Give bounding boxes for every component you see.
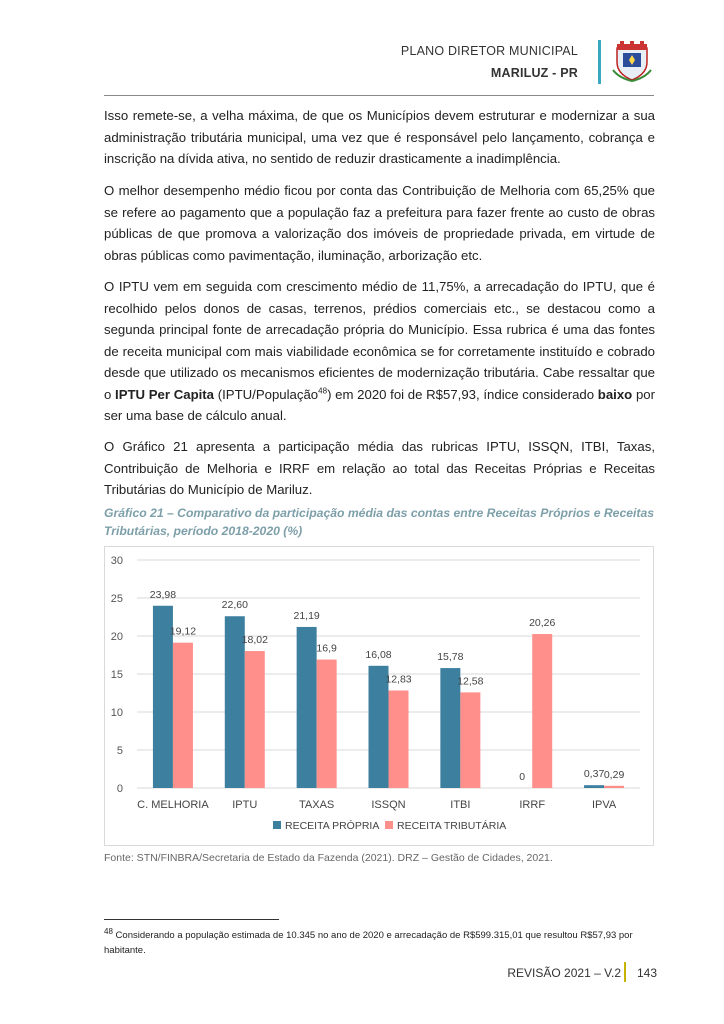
bar-receita-tributaria xyxy=(389,690,409,788)
baixo-emphasis: baixo xyxy=(597,386,633,402)
paragraph-3-text-c: ) em 2020 foi de R$57,93, índice considerado xyxy=(327,386,598,402)
data-label: 0,37 xyxy=(583,768,605,781)
bar-receita-propria xyxy=(584,785,604,788)
revision-label: REVISÃO 2021 – V.2 xyxy=(507,966,621,980)
municipal-coat-of-arms-icon xyxy=(611,40,653,82)
page-number: 143 xyxy=(637,966,658,980)
category-label: ISSQN xyxy=(371,799,406,811)
bar-receita-propria xyxy=(297,627,317,788)
header-accent-bar xyxy=(598,40,601,84)
paragraph-4: O Gráfico 21 apresenta a participação média das rubricas IPTU, ISSQN, ITBI, Taxas, Contribuição de Melhoria e IRRF em relação ao total das Receitas Próprias e Receitas Tributárias do Município de Mariluz. xyxy=(104,439,655,497)
y-tick-label: 15 xyxy=(110,669,123,681)
chart-caption: Gráfico 21 – Comparativo da participação média das contas entre Receitas Próprios e Receitas Tributárias, período 2018-2020 (%) xyxy=(104,506,655,538)
category-label: C. MELHORIA xyxy=(137,799,209,811)
footnote-text: Considerando a população estimada de 10.345 no ano de 2020 e arrecadação de R$599.315,01 que resultou R$57,93 por habitante. xyxy=(104,930,633,956)
iptu-per-capita-label: IPTU Per Capita xyxy=(115,386,215,402)
page-header xyxy=(0,0,724,100)
paragraph-1: Isso remete-se, a velha máxima, de que os Municípios devem estruturar e modernizar a sua administração tributária municipal, uma vez que é responsável pelo lançamento, cobrança e inscrição na dívida ativa, no sentido de reduzir drasticamente a inadimplência. xyxy=(104,108,655,166)
paragraph-3-text-d: por ser uma base de cálculo anual. xyxy=(104,386,656,423)
data-label: 18,02 xyxy=(241,634,268,647)
data-label: 19,12 xyxy=(169,625,197,638)
paragraph-2: O melhor desempenho médio ficou por conta das Contribuição de Melhoria com 65,25% que se refere ao pagamento que a população faz a prefeitura para fazer frente ao custo de obras públicas de que promova a valorização dos imóveis de propriedade privada, em virtude de obras públicas como pavimentação, iluminação, arborização etc. xyxy=(104,183,655,263)
legend-swatch xyxy=(273,821,281,829)
y-tick-label: 0 xyxy=(116,783,123,795)
data-label: 0,29 xyxy=(603,768,625,781)
bar-receita-tributaria xyxy=(460,692,480,788)
data-label: 22,60 xyxy=(221,599,248,612)
footnote-number: 48 xyxy=(104,926,113,936)
data-label: 12,58 xyxy=(457,675,484,688)
data-label: 16,08 xyxy=(365,648,392,661)
header-rule xyxy=(104,95,654,96)
paragraph-3 xyxy=(104,276,655,427)
y-tick-label: 25 xyxy=(110,593,123,605)
bar-receita-tributaria xyxy=(317,660,337,788)
document-title: PLANO DIRETOR MUNICIPAL xyxy=(400,44,578,58)
municipality-name: MARILUZ - PR xyxy=(490,66,578,80)
data-label: 0 xyxy=(519,771,526,783)
category-label: ITBI xyxy=(450,799,471,811)
y-tick-label: 10 xyxy=(110,707,123,719)
data-label: 12,83 xyxy=(385,673,412,686)
bar-receita-tributaria xyxy=(245,651,265,788)
footnote-reference: 48 xyxy=(318,386,328,396)
y-tick-label: 30 xyxy=(110,555,123,567)
data-label: 15,78 xyxy=(437,651,464,664)
legend-label: RECEITA TRIBUTÁRIA xyxy=(397,820,507,832)
category-label: IPTU xyxy=(232,799,258,811)
data-label: 20,26 xyxy=(529,617,556,630)
bar-chart xyxy=(105,547,653,845)
paragraph-3-text: O IPTU vem em seguida com crescimento médio de 11,75%, a arrecadação do IPTU, que é recolhido pelos donos de casas, terrenos, prédios comerciais etc., se destacou como a segunda principal fonte de arrecadação própria do Município. Essa rubrica é uma das fontes de receita municipal com mais viabilidade econômica se for corretamente instituído e cobrado desde que utilizado os mecanismos eficientes de modernização tributária. Cabe ressaltar que o xyxy=(104,279,655,402)
paragraph-3-text-b: (IPTU/População xyxy=(214,386,319,402)
y-tick-label: 20 xyxy=(110,631,123,643)
chart-container xyxy=(104,546,654,846)
bar-receita-tributaria xyxy=(173,643,193,788)
footnote xyxy=(104,928,655,958)
footnote-rule xyxy=(104,919,279,920)
category-label: IPVA xyxy=(591,799,617,811)
category-label: TAXAS xyxy=(299,799,335,811)
category-label: IRRF xyxy=(519,799,546,811)
chart-source: Fonte: STN/FINBRA/Secretaria de Estado da Fazenda (2021). DRZ – Gestão de Cidades, 2021. xyxy=(104,852,553,864)
bar-receita-tributaria xyxy=(604,786,624,788)
bar-receita-tributaria xyxy=(532,634,552,788)
legend-swatch xyxy=(385,821,393,829)
footer-divider xyxy=(624,962,626,982)
data-label: 16,9 xyxy=(316,642,337,655)
data-label: 21,19 xyxy=(293,609,320,622)
legend-label: RECEITA PRÓPRIA xyxy=(285,820,380,832)
y-tick-label: 5 xyxy=(116,745,123,757)
data-label: 23,98 xyxy=(149,588,177,601)
